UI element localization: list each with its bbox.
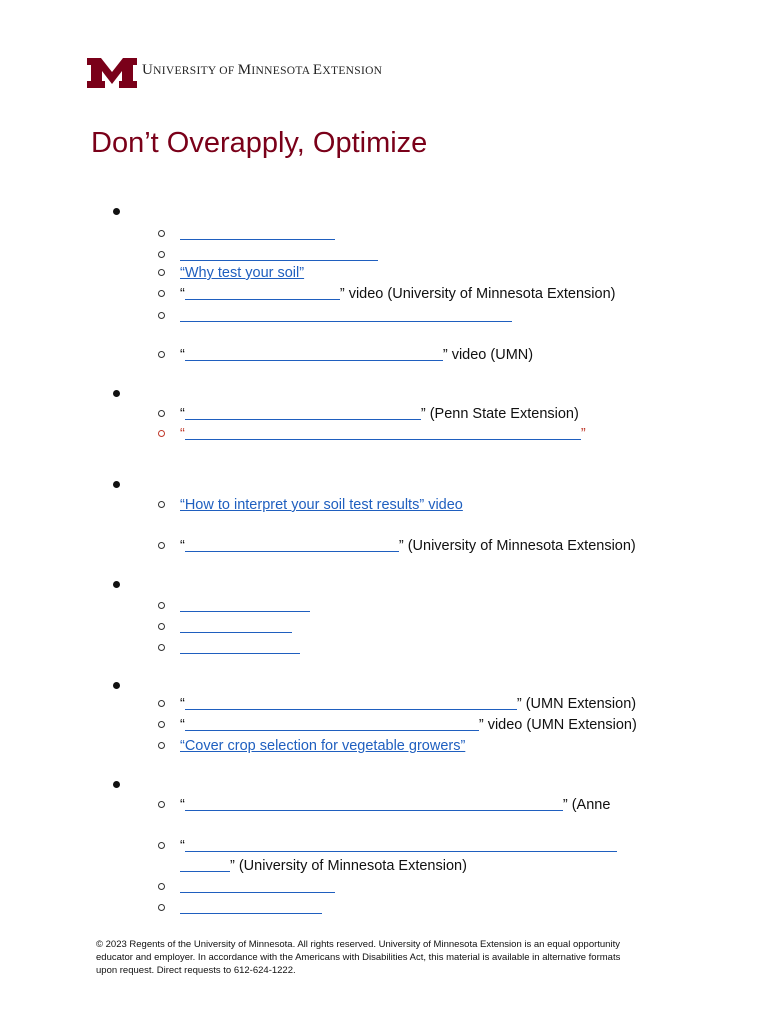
circle-marker-icon [158,700,165,707]
circle-marker-icon [158,842,165,849]
link-blank[interactable] [185,405,421,420]
link-blank[interactable] [180,597,310,612]
circle-marker-icon [158,410,165,417]
link-soil-test-results-video[interactable]: “How to interpret your soil test results” video [180,497,463,513]
link-blank[interactable] [185,796,563,811]
circle-marker-icon [158,230,165,237]
circle-marker-icon [158,742,165,749]
circle-marker-icon [158,269,165,276]
circle-marker-icon [158,430,165,437]
circle-marker-icon [158,602,165,609]
bullet [113,208,120,215]
footer-copyright: © 2023 Regents of the University of Minnesota. All rights reserved. University of Minnesota Extension is an equal opportunity educator and employer. In accordance with the Americans with Disabilities Act, this material is available in alternative formats upon request. Direct requests to 612-624-1222. [96,939,621,976]
link-blank[interactable] [180,618,292,633]
link-blank[interactable] [180,899,322,914]
circle-marker-icon [158,644,165,651]
circle-marker-icon [158,542,165,549]
circle-marker-icon [158,721,165,728]
link-blank[interactable] [180,639,300,654]
page-title: Don’t Overapply, Optimize [91,127,428,159]
bullet [113,682,120,689]
link-blank[interactable] [180,246,378,261]
link-blank[interactable] [185,716,479,731]
circle-marker-icon [158,290,165,297]
bullet [113,781,120,788]
bullet [113,390,120,397]
link-blank[interactable] [185,346,443,361]
link-blank[interactable] [180,307,512,322]
circle-marker-icon [158,501,165,508]
link-blank[interactable] [185,695,517,710]
link-blank[interactable] [180,225,335,240]
block-m-icon [87,58,137,88]
circle-marker-icon [158,904,165,911]
circle-marker-icon [158,351,165,358]
circle-marker-icon [158,883,165,890]
link-blank[interactable] [185,425,581,440]
link-blank[interactable] [185,285,340,300]
org-name: UNIVERSITY OF MINNESOTA EXTENSION [142,62,383,78]
link-cover-crop-selection[interactable]: “Cover crop selection for vegetable growers” [180,738,466,754]
circle-marker-icon [158,251,165,258]
circle-marker-icon [158,623,165,630]
circle-marker-icon [158,312,165,319]
bullet [113,581,120,588]
link-blank[interactable] [180,857,230,872]
link-why-test-soil[interactable]: “Why test your soil” [180,265,305,281]
circle-marker-icon [158,801,165,808]
bullet [113,481,120,488]
link-blank[interactable] [180,878,335,893]
link-blank[interactable] [185,837,617,852]
link-blank[interactable] [185,537,399,552]
